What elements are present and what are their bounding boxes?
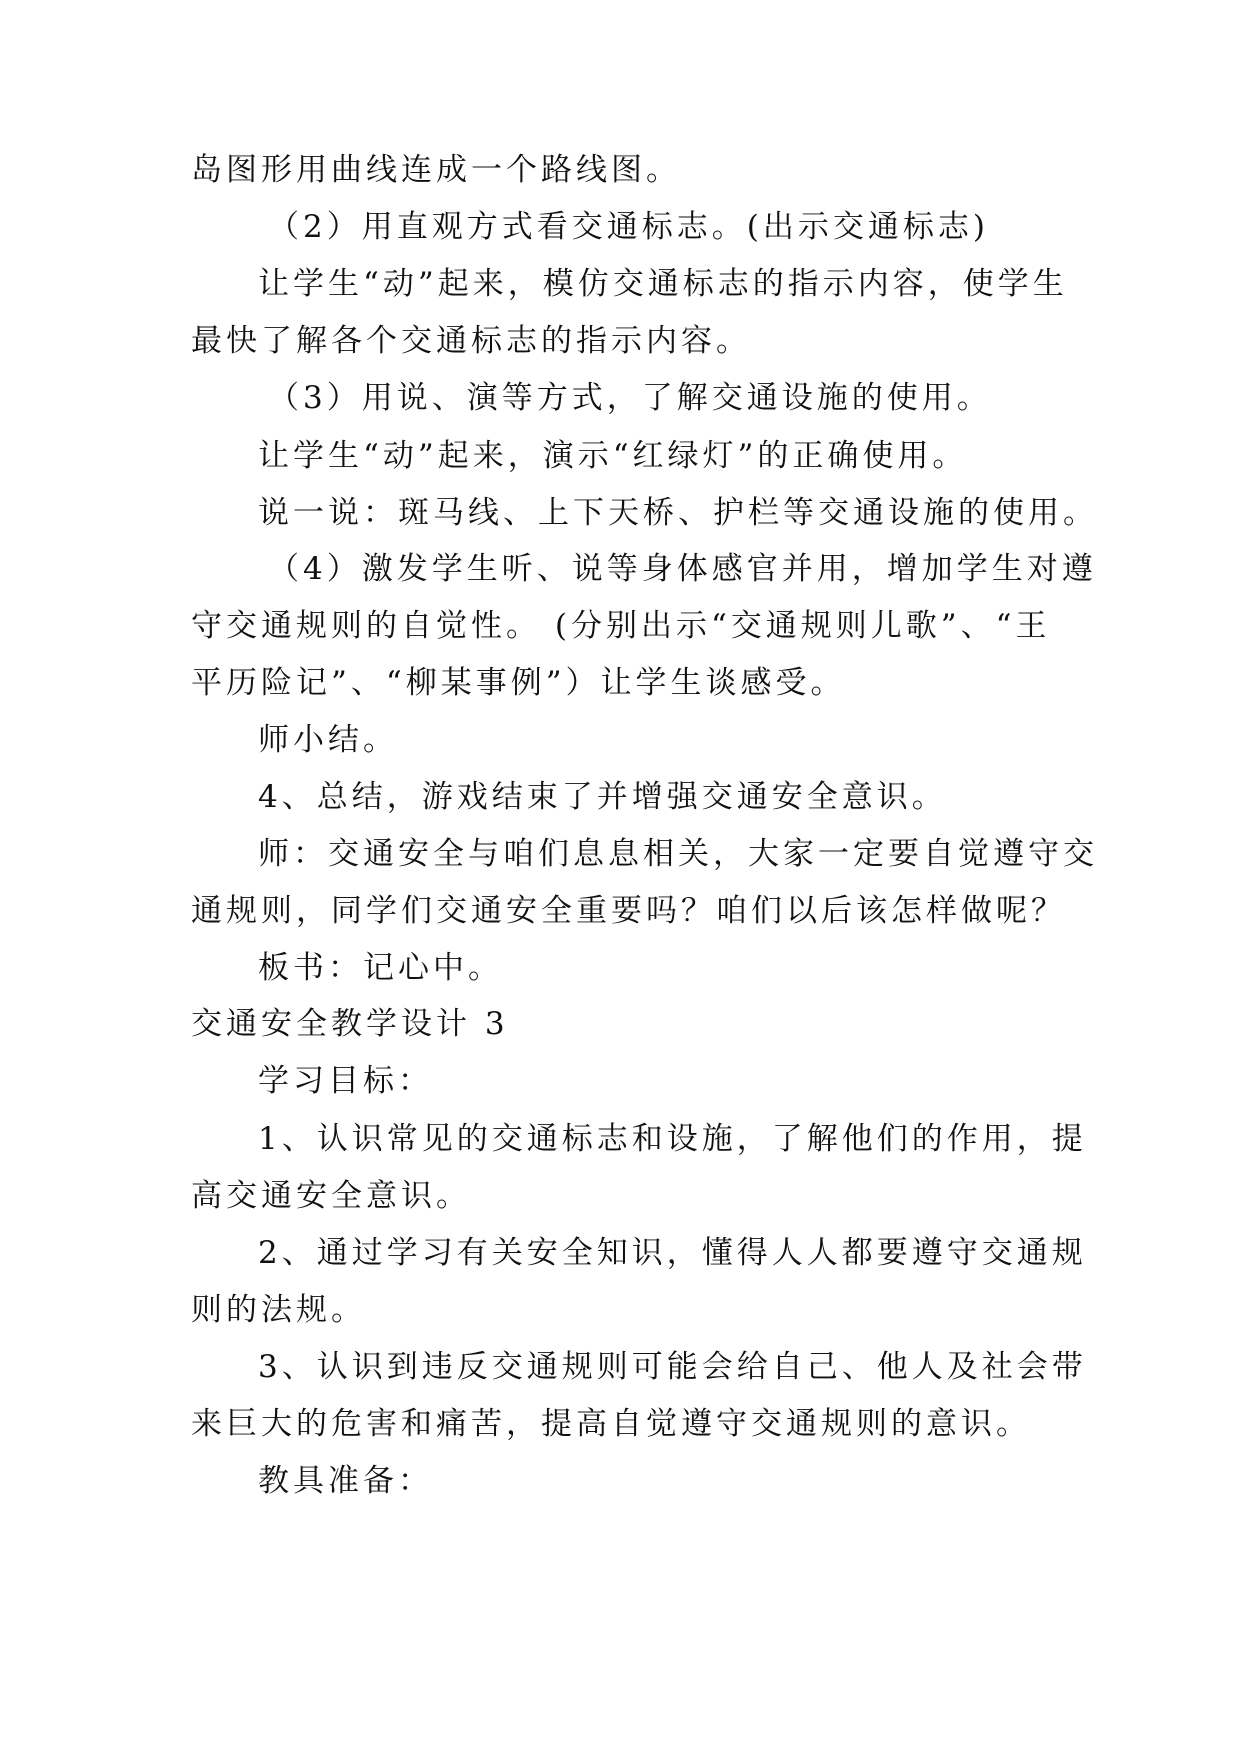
text-line: （3）用说、演等方式，了解交通设施的使用。 [268,380,992,416]
text-line: 板书：记心中。 [258,950,503,986]
text-line: 高交通安全意识。 [191,1178,471,1214]
text-line: （4）激发学生听、说等身体感官并用，增加学生对遵 [268,551,1097,587]
text-line: 平历险记”、“柳某事例”）让学生谈感受。 [191,665,846,701]
text-line: 学习目标： [258,1063,433,1099]
text-line: 师：交通安全与咱们息息相关，大家一定要自觉遵守交 [258,836,1098,872]
text-line: 守交通规则的自觉性。 (分别出示“交通规则儿歌”、“王 [191,608,1051,644]
text-line: 说一说：斑马线、上下天桥、护栏等交通设施的使用。 [258,495,1098,531]
text-line: 师小结。 [258,722,398,758]
text-line: 最快了解各个交通标志的指示内容。 [191,323,751,359]
text-line: 3、认识到违反交通规则可能会给自己、他人及社会带 [258,1349,1087,1385]
text-line: 通规则，同学们交通安全重要吗？咱们以后该怎样做呢？ [191,893,1066,929]
text-line: 来巨大的危害和痛苦，提高自觉遵守交通规则的意识。 [191,1406,1031,1442]
text-line: 岛图形用曲线连成一个路线图。 [191,152,681,188]
text-line: 让学生“动”起来，演示“红绿灯”的正确使用。 [258,438,968,474]
text-line: 教具准备： [258,1463,433,1499]
text-line: 2、通过学习有关安全知识，懂得人人都要遵守交通规 [258,1235,1087,1271]
text-line: 则的法规。 [191,1292,366,1328]
section-heading: 交通安全教学设计 3 [191,1006,509,1042]
text-line: 4、总结，游戏结束了并增强交通安全意识。 [258,779,947,815]
text-line: （2）用直观方式看交通标志。(出示交通标志) [268,209,989,245]
text-line: 1、认识常见的交通标志和设施，了解他们的作用，提 [258,1121,1087,1157]
text-line: 让学生“动”起来，模仿交通标志的指示内容，使学生 [258,266,1068,302]
